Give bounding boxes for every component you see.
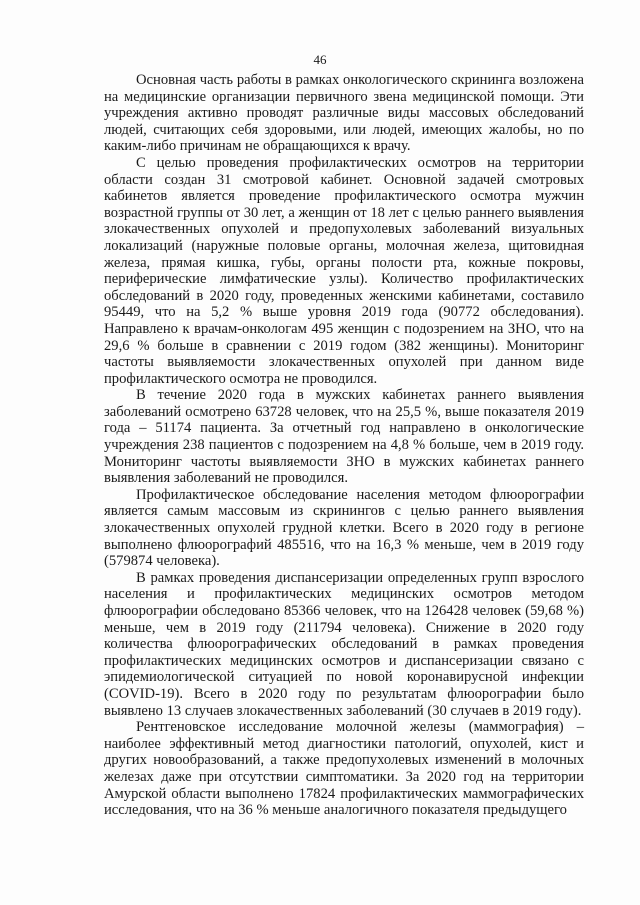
- paragraph-fluorography: Профилактическое обследование населения методом флюорографии является самым массовым из скринингов с целью раннего выявления злокачественных опухолей грудной клетки. Всего в 2020 году в регионе выполнено флюорографий 485516, что на 16,3 % меньше, чем в 2019 году (579874 человека).: [104, 486, 584, 570]
- paragraph-exam-rooms: С целью проведения профилактических осмотров на территории области создан 31 смотровой кабинет. Основной задачей смотровых кабинетов является проведение профилактического осмотра мужчин возрастной группы от 30 лет, а женщин от 18 лет с целью раннего выявления злокачественных опухолей и предопухолевых заболеваний визуальных локализаций (наружные половые органы, молочная железа, щитовидная железа, прямая кишка, губы, органы полости рта, кожные покровы, периферические лимфатические узлы). Количество профилактических обследований в 2020 году, проведенных женскими кабинетами, составило 95449, что на 5,2 % выше уровня 2019 года (90772 обследования). Направлено к врачам-онкологам 495 женщин с подозрением на ЗНО, что на 29,6 % больше в сравнении с 2019 годом (382 женщины). Мониторинг частоты выявляемости злокачественных опухолей при данном виде профилактического осмотра не проводился.: [104, 154, 584, 387]
- paragraph-screening-intro: Основная часть работы в рамках онкологического скрининга возложена на медицинские организации первичного звена медицинской помощи. Эти учреждения активно проводят различные виды массовых обследований людей, считающих себя здоровыми, или людей, имеющих жалобы, но по каким-либо причинам не обращающихся к врачу.: [104, 72, 584, 155]
- paragraph-mammography: Рентгеновское исследование молочной железы (маммография) – наиболее эффективный метод диагностики патологий, опухолей, кист и других новообразований, а также предопухолевых изменений в молочных железах даже при отсутствии симптоматики. За 2020 год на территории Амурской области выполнено 17824 профилактических маммографических исследования, что на 36 % меньше аналогичного показателя предыдущего: [104, 719, 584, 819]
- paragraph-male-rooms: В течение 2020 года в мужских кабинетах раннего выявления заболеваний осмотрено 63728 человек, что на 25,5 %, выше показателя 2019 года – 51174 пациента. За отчетный год направлено в онкологические учреждения 238 пациентов с подозрением на 4,8 % больше, чем в 2019 году. Мониторинг частоты выявляемости ЗНО в мужских кабинетах раннего выявления заболеваний не проводился.: [104, 387, 584, 487]
- paragraph-dispensarization: В рамках проведения диспансеризации определенных групп взрослого населения и профилактических медицинских осмотров методом флюорографии обследовано 85366 человек, что на 126428 человек (59,68 %) меньше, чем в 2019 году (211794 человека). Снижение в 2020 году количества флюорографических обследований в рамках проведения профилактических медицинских осмотров и диспансеризации связано с эпидемиологической ситуацией по новой коронавирусной инфекции (COVID-19). Всего в 2020 году по результатам флюорографии было выявлено 13 случаев злокачественных заболеваний (30 случаев в 2019 году).: [104, 569, 584, 719]
- document-body: [104, 72, 584, 819]
- page-number: 46: [313, 52, 327, 67]
